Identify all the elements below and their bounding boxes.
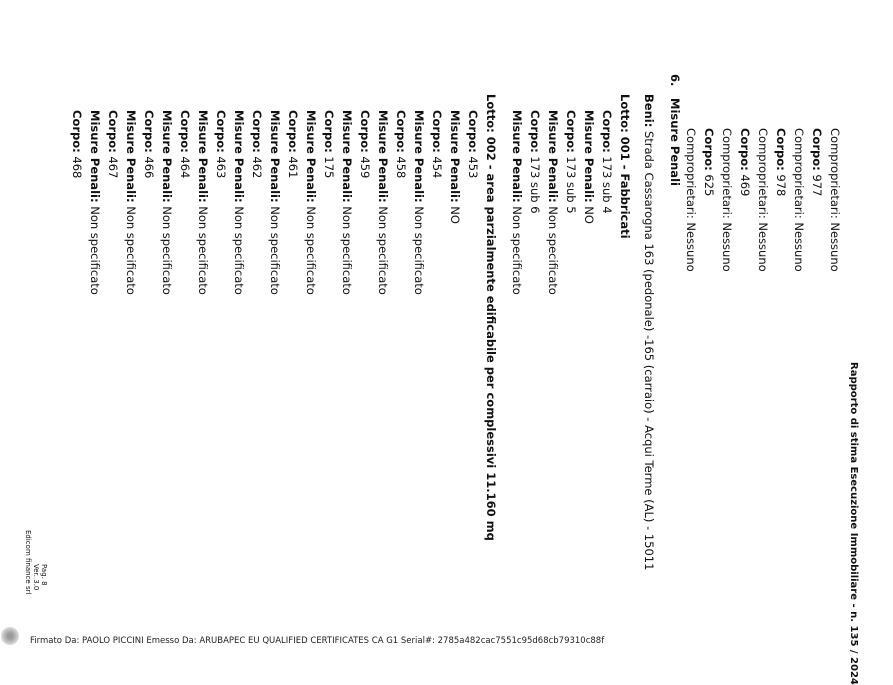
line-value: 464 bbox=[178, 152, 192, 179]
line-value: Non specificato bbox=[304, 202, 318, 295]
line-value: Non specificato bbox=[196, 202, 210, 295]
list-line bbox=[125, 110, 137, 295]
lotto-heading: Lotto: 001 - Fabbricati bbox=[618, 94, 632, 239]
list-line bbox=[215, 110, 227, 178]
line-label: Corpo: bbox=[774, 128, 788, 171]
line-value: Non specificato bbox=[124, 202, 138, 295]
list-line bbox=[71, 110, 83, 178]
list-line bbox=[721, 128, 733, 272]
line-label: Corpo: bbox=[106, 110, 120, 153]
line-label: Misure Penali: bbox=[340, 110, 354, 203]
list-line bbox=[793, 128, 805, 272]
line-value: 458 bbox=[394, 152, 408, 179]
list-line bbox=[341, 110, 353, 295]
line-value: Comproprietari: Nessuno bbox=[756, 128, 770, 272]
section-title: Misure Penali bbox=[668, 98, 682, 186]
list-line bbox=[377, 110, 389, 295]
line-value: 625 bbox=[702, 170, 716, 197]
list-line bbox=[323, 110, 335, 178]
list-line bbox=[395, 110, 407, 178]
line-value: 466 bbox=[142, 152, 156, 179]
line-label: Misure Penali: bbox=[510, 110, 524, 203]
line-value: Non specificato bbox=[510, 202, 524, 295]
list-line bbox=[233, 110, 245, 295]
list-line bbox=[359, 110, 371, 178]
list-line bbox=[703, 128, 715, 196]
list-line bbox=[685, 128, 697, 272]
line-label: Misure Penali: bbox=[88, 110, 102, 203]
line-label: Corpo: bbox=[178, 110, 192, 153]
line-value: Non specificato bbox=[340, 202, 354, 295]
list-line bbox=[739, 128, 751, 196]
list-line bbox=[413, 110, 425, 295]
line-label: Corpo: bbox=[810, 128, 824, 171]
line-label: Corpo: bbox=[394, 110, 408, 153]
line-label: Misure Penali: bbox=[582, 110, 596, 203]
line-value: 463 bbox=[214, 152, 228, 179]
list-line bbox=[431, 110, 443, 178]
line-label: Corpo: bbox=[358, 110, 372, 153]
list-line bbox=[829, 128, 841, 272]
line-value: Non specificato bbox=[160, 202, 174, 295]
line-label: Corpo: bbox=[564, 110, 578, 153]
line-label: Corpo: bbox=[466, 110, 480, 153]
line-value: 977 bbox=[810, 170, 824, 197]
line-value: Non specificato bbox=[268, 202, 282, 295]
list-line bbox=[197, 110, 209, 295]
line-label: Corpo: bbox=[286, 110, 300, 153]
line-value: 468 bbox=[70, 152, 84, 179]
digital-signature: Firmato Da: PAOLO PICCINI Emesso Da: ARUBAPEC EU QUALIFIED CERTIFICATES CA G1 Serial#: 2785a482cac7551c95d68cb79310c88f bbox=[30, 636, 605, 646]
beni-line bbox=[643, 94, 655, 570]
list-line bbox=[287, 110, 299, 178]
line-label: Misure Penali: bbox=[448, 110, 462, 203]
list-line bbox=[547, 110, 559, 295]
list-line bbox=[529, 110, 541, 214]
line-value: 461 bbox=[286, 152, 300, 179]
line-value: Comproprietari: Nessuno bbox=[720, 128, 734, 272]
list-line bbox=[143, 110, 155, 178]
line-value: Comproprietari: Nessuno bbox=[792, 128, 806, 272]
line-value: Comproprietari: Nessuno bbox=[684, 128, 698, 272]
list-line bbox=[511, 110, 523, 295]
line-label: Corpo: bbox=[528, 110, 542, 153]
list-line bbox=[251, 110, 263, 178]
line-value: 173 sub 6 bbox=[528, 152, 542, 214]
line-value: Non specificato bbox=[546, 202, 560, 295]
line-value: Non specificato bbox=[88, 202, 102, 295]
line-label: Corpo: bbox=[214, 110, 228, 153]
page-footer bbox=[24, 530, 48, 594]
line-label: Misure Penali: bbox=[124, 110, 138, 203]
line-label: Corpo: bbox=[250, 110, 264, 153]
line-label: Corpo: bbox=[702, 128, 716, 171]
line-value: NO bbox=[582, 202, 596, 224]
list-line bbox=[467, 110, 479, 178]
line-label: Corpo: bbox=[430, 110, 444, 153]
list-line bbox=[775, 128, 787, 196]
line-label: Misure Penali: bbox=[160, 110, 174, 203]
report-header: Rapporto di stima Esecuzione Immobiliare - n. 135 / 2024 bbox=[848, 362, 859, 685]
lotto-heading: Lotto: 002 - area parzialmente edificabile per complessivi 11.160 mq bbox=[484, 94, 498, 541]
list-line bbox=[565, 110, 577, 214]
version-label: Ver. 3.0 bbox=[32, 564, 40, 591]
list-line bbox=[601, 110, 613, 214]
list-line bbox=[179, 110, 191, 178]
list-line bbox=[583, 110, 595, 224]
line-value: Non specificato bbox=[376, 202, 390, 295]
page-number: Pag. 8 bbox=[40, 564, 48, 586]
list-line bbox=[305, 110, 317, 295]
seal-icon bbox=[1, 627, 19, 645]
beni-label: Beni: bbox=[642, 94, 656, 128]
line-value: 459 bbox=[358, 152, 372, 179]
line-label: Misure Penali: bbox=[412, 110, 426, 203]
line-value: 454 bbox=[430, 152, 444, 179]
software-label: Edicom finance srl bbox=[24, 530, 32, 595]
line-label: Misure Penali: bbox=[546, 110, 560, 203]
line-value: 173 sub 4 bbox=[600, 152, 614, 214]
line-label: Misure Penali: bbox=[232, 110, 246, 203]
line-label: Corpo: bbox=[142, 110, 156, 153]
list-line bbox=[107, 110, 119, 178]
line-value: 453 bbox=[466, 152, 480, 179]
line-value: 175 bbox=[322, 152, 336, 179]
line-label: Corpo: bbox=[70, 110, 84, 153]
list-line bbox=[757, 128, 769, 272]
line-value: Comproprietari: Nessuno bbox=[828, 128, 842, 272]
list-line bbox=[811, 128, 823, 196]
line-label: Misure Penali: bbox=[304, 110, 318, 203]
line-value: NO bbox=[448, 202, 462, 224]
line-value: 173 sub 5 bbox=[564, 152, 578, 214]
line-value: Non specificato bbox=[232, 202, 246, 295]
line-label: Misure Penali: bbox=[376, 110, 390, 203]
line-label: Corpo: bbox=[600, 110, 614, 153]
line-value: 462 bbox=[250, 152, 264, 179]
list-line bbox=[269, 110, 281, 295]
list-line bbox=[449, 110, 461, 224]
line-value: 469 bbox=[738, 170, 752, 197]
line-label: Misure Penali: bbox=[268, 110, 282, 203]
beni-value: Strada Cassarogna 163 (pedonale) -165 (carraio) - Acqui Terme (AL) - 15011 bbox=[642, 127, 656, 571]
section-number: 6. bbox=[668, 74, 682, 87]
list-line bbox=[89, 110, 101, 295]
line-value: 978 bbox=[774, 170, 788, 197]
list-line bbox=[161, 110, 173, 295]
line-value: Non specificato bbox=[412, 202, 426, 295]
line-label: Corpo: bbox=[322, 110, 336, 153]
line-label: Misure Penali: bbox=[196, 110, 210, 203]
line-value: 467 bbox=[106, 152, 120, 179]
line-label: Corpo: bbox=[738, 128, 752, 171]
